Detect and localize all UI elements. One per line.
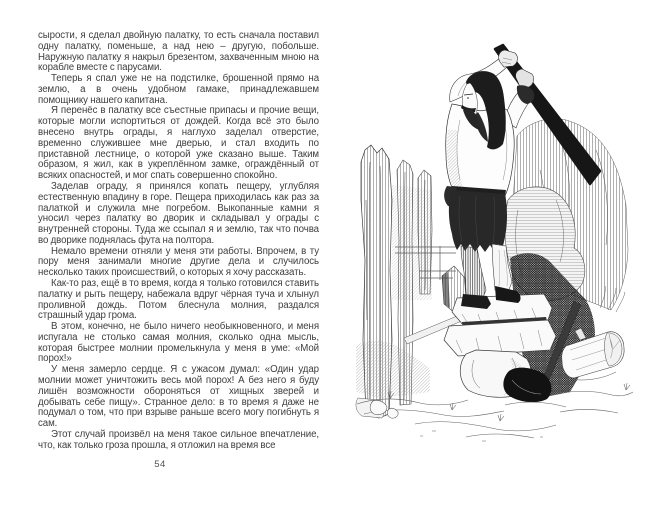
breeches	[449, 190, 507, 252]
crusoe-illustration	[350, 15, 646, 465]
eye	[467, 97, 469, 99]
paragraph: Как-то раз, ещё в то время, когда я только готовился ставить палатку и рыть пещеру, набежала вдруг чёрная туча и хлынул проливной дождь. Потом блеснула молния, раздался страшный удар грома.	[38, 277, 319, 322]
paragraph: Этот случай произвёл на меня такое сильное впечатление, что, как только гроза прошла, я отложил на время все	[38, 428, 319, 451]
paragraph: У меня замерло сердце. Я с ужасом думал: «Один удар молнии может уничтожить весь мой порох! А без него я буду лишён возможности обороняться от хищных зверей и добывать себе пищу». Странное дело: в то время я даже не подумал о том, что при взрыве раньше всего могу погибнуть я сам.	[38, 364, 319, 430]
pebble	[387, 408, 398, 418]
page-number: 54	[154, 459, 166, 470]
paragraph: Теперь я спал уже не на подстилке, брошенной прямо на землю, а в очень удобном гамаке, принадлежавшем помощнику нашего капитана.	[38, 73, 319, 106]
left-page-text	[38, 31, 319, 451]
base-shadow	[356, 341, 430, 398]
palisade	[356, 145, 467, 418]
paragraph: сырости, я сделал двойную палатку, то есть сначала поставил одну палатку, поменьше, а над нею – другую, побольше. Наружную палатку я накрыл брезентом, захваченным мною на корабле вместе с парусами.	[38, 30, 319, 74]
paragraph: Немало времени отняли у меня эти работы. Впрочем, в ту пору меня занимали многие другие дела и случилось несколько таких происшествий, о которых я хочу рассказать.	[38, 245, 319, 279]
paragraph: Заделав ограду, я принялся копать пещеру, углубляя естественную впадину в горе. Пещера приходилась как раз за палаткой и служила мне погребом. Выкопанные камни я уносил через палатку во дворик и складывал у ограды с внутренней стороны. Туда же ссыпал я и землю, так что почва во дворике поднялась фута на полтора.	[38, 180, 319, 246]
paragraph: Я перенёс в палатку все съестные припасы и прочие вещи, которые могли испортиться от дождей. Когда всё это было внесено внутрь ограды, я наглухо заделал отверстие, временно служившее мне дверью, и стал входить по приставной лестнице, о которой уже сказано выше. Таким образом, я жил, как в укреплённом замке, ограждённый от всяких опасностей, и мог спать совершенно спокойно.	[38, 105, 319, 182]
paragraph: В этом, конечно, не было ничего необыкновенного, и меня испугала не столько самая молния, сколько одна мысль, которая быстрее молнии промелькнула у меня в уме: «Мой порох!»	[38, 321, 319, 365]
